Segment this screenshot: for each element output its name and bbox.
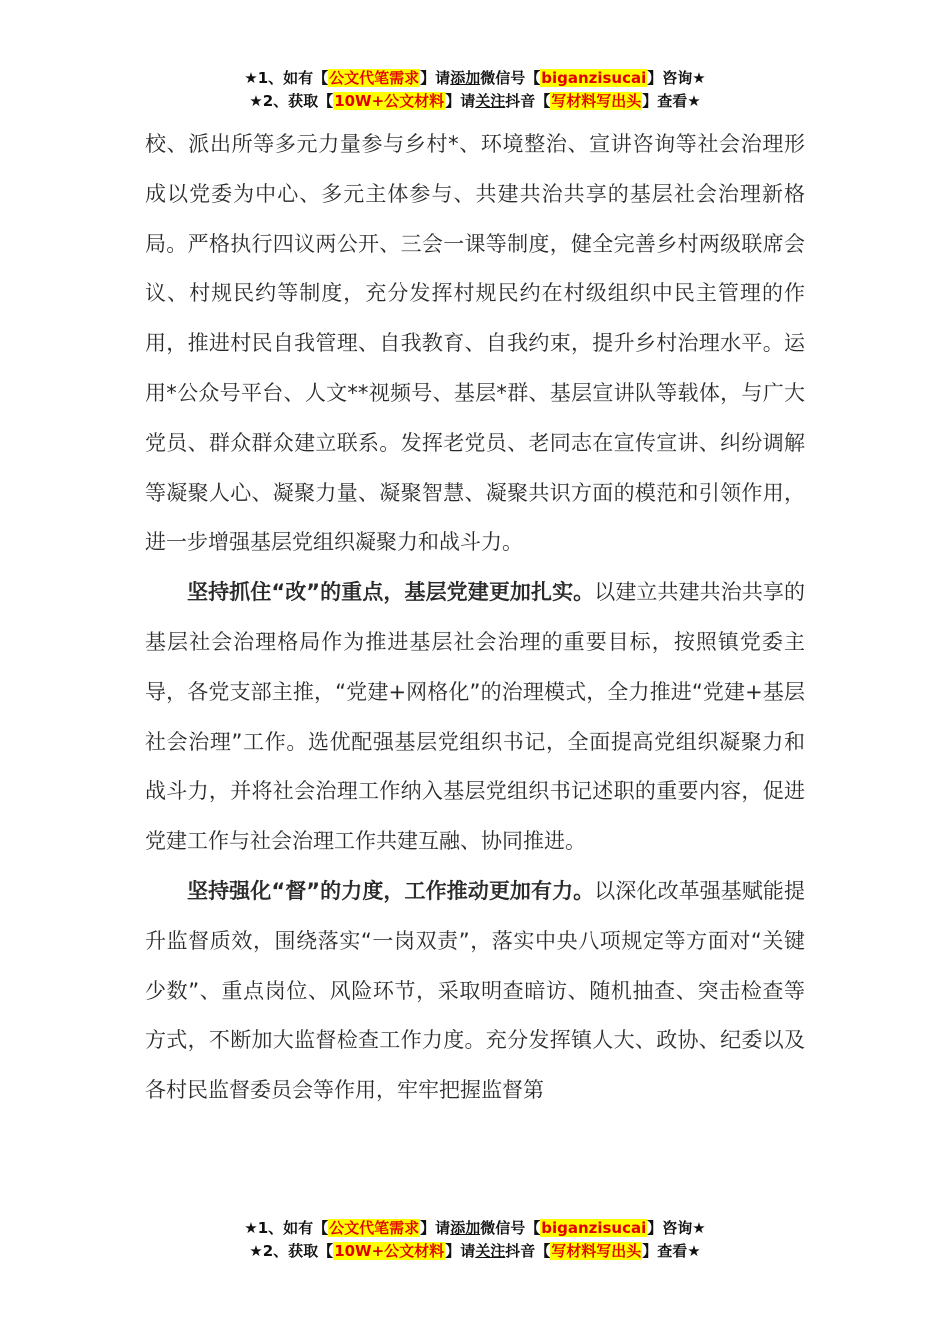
header-line-2-underlined: 关注 — [475, 92, 506, 110]
footer-line-2 — [0, 1240, 950, 1263]
header-line-1-text: 】请 — [420, 69, 451, 87]
header-line-2 — [0, 90, 950, 113]
footer-line-1-underlined: 添加 — [450, 1219, 481, 1237]
header-line-2-text: 】请 — [445, 92, 476, 110]
footer-line-1-text-2: 微信号【 — [480, 1219, 541, 1237]
header-line-1-text-2: 微信号【 — [480, 69, 541, 87]
header-line-1-underlined: 添加 — [450, 69, 481, 87]
paragraph-continuation: 校、派出所等多元力量参与乡村*、环境整治、宣讲咨询等社会治理形成以党委为中心、多元主体参与、共建共治共享的基层社会治理新格局。严格执行四议两公开、三会一课等制度，健全完善乡村两级联席会议、村规民约等制度，充分发挥村规民约在村级组织中民主管理的作用，推进村民自我管理、自我教育、自我约束，提升乡村治理水平。运用*公众号平台、人文**视频号、基层*群、基层宣讲队等载体，与广大党员、群众群众建立联系。发挥老党员、老同志在宣传宣讲、纠纷调解等凝聚人心、凝聚力量、凝聚智慧、凝聚共识方面的模范和引领作用，进一步增强基层党组织凝聚力和战斗力。 — [145, 132, 805, 555]
header-line-1-highlight-service: 公文代笔需求 — [329, 69, 420, 87]
paragraph-supervision — [145, 867, 805, 1116]
header-line-2-highlight-douyin: 写材料写出头 — [551, 92, 642, 110]
paragraph-supervision-text: 以深化改革强基赋能提升监督质效，围绕落实“一岗双责”，落实中央八项规定等方面对“关键少数”、重点岗位、风险环节，采取明查暗访、随机抽查、突击检查等方式，不断加大监督检查工作力度。充分发挥镇人大、政协、纪委以及各村民监督委员会等作用，牢牢把握监督第 — [145, 878, 806, 1103]
header-line-2-text-2: 抖音【 — [505, 92, 551, 110]
footer-line-2-prefix: ★2、获取【 — [249, 1242, 334, 1260]
footer-line-2-suffix: 】查看★ — [642, 1242, 701, 1260]
footer-line-1-highlight-wechat: biganzisucai — [541, 1219, 647, 1237]
header-line-1-highlight-wechat: biganzisucai — [541, 69, 647, 87]
header-line-1-prefix: ★1、如有【 — [244, 69, 329, 87]
document-body — [145, 120, 805, 1116]
footer-line-2-highlight-materials: 10W+公文材料 — [334, 1242, 445, 1260]
paragraph-supervision-heading: 坚持强化“督”的力度，工作推动更加有力。 — [187, 878, 595, 903]
footer-line-1-text: 】请 — [420, 1219, 451, 1237]
header-line-1-suffix: 】咨询★ — [647, 69, 706, 87]
header-line-2-highlight-materials: 10W+公文材料 — [334, 92, 445, 110]
paragraph-reform-heading: 坚持抓住“改”的重点，基层党建更加扎实。 — [187, 580, 595, 605]
header-line-1 — [0, 67, 950, 90]
paragraph-reform-text: 以建立共建共治共享的基层社会治理格局作为推进基层社会治理的重要目标，按照镇党委主导，各党支部主推，“党建+网格化”的治理模式，全力推进“党建+基层社会治理”工作。选优配强基层党组织书记，全面提高党组织凝聚力和战斗力，并将社会治理工作纳入基层党组织书记述职的重要内容，促进党建工作与社会治理工作共建互融、协同推进。 — [145, 580, 806, 854]
footer-line-2-highlight-douyin: 写材料写出头 — [551, 1242, 642, 1260]
footer-line-2-text: 】请 — [445, 1242, 476, 1260]
footer-line-2-text-2: 抖音【 — [505, 1242, 551, 1260]
header-line-2-prefix: ★2、获取【 — [249, 92, 334, 110]
header-line-2-suffix: 】查看★ — [642, 92, 701, 110]
footer-line-2-underlined: 关注 — [475, 1242, 506, 1260]
footer-line-1-highlight-service: 公文代笔需求 — [329, 1219, 420, 1237]
footer-line-1-prefix: ★1、如有【 — [244, 1219, 329, 1237]
paragraph-reform — [145, 568, 805, 867]
header-banner — [0, 67, 950, 113]
footer-line-1-suffix: 】咨询★ — [647, 1219, 706, 1237]
footer-line-1 — [0, 1217, 950, 1240]
footer-banner — [0, 1217, 950, 1263]
